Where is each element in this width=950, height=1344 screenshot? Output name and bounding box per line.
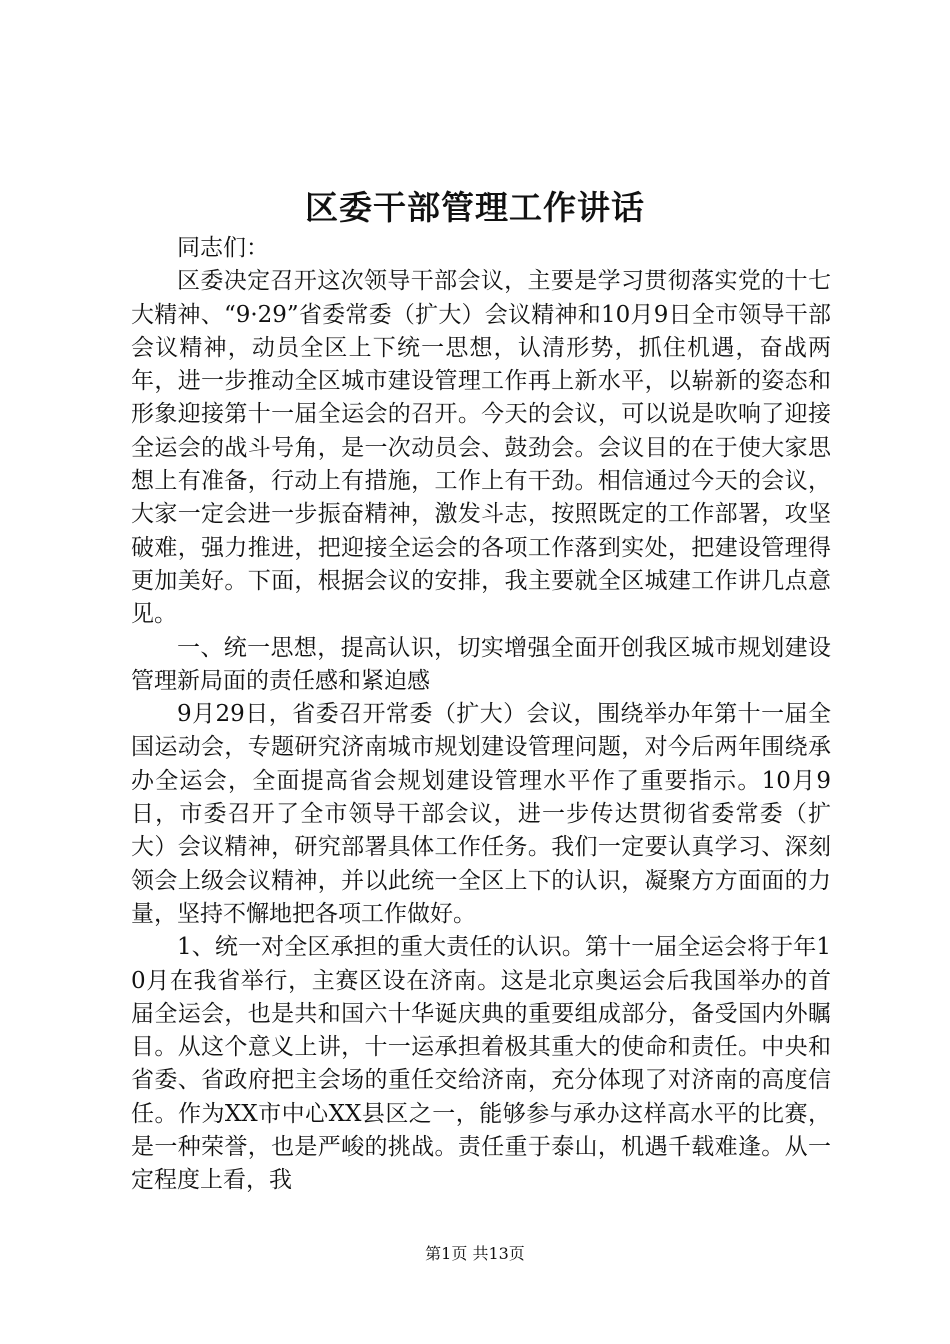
salutation-paragraph: 同志们：: [177, 235, 269, 261]
page-number-footer: 第1页 共13页: [425, 1244, 525, 1263]
body-paragraph: 1、统一对全区承担的重大责任的认识。第十一届全运会将于年10月在我省举行，主赛区设在济南。这是北京奥运会后我国举办的首届全运会，也是共和国六十华诞庆典的重要组成部分，备受国内外瞩目。从这个意义上讲，十一运承担着极其重大的使命和责任。中央和省委、省政府把主会场的重任交给济南，充分体现了对济南的高度信任。作为XX市中心XX县区之一，能够参与承办这样高水平的比赛，是一种荣誉，也是严峻的挑战。责任重于泰山，机遇千载难逢。从一定程度上看，我: [131, 934, 831, 1194]
section-heading-1: 一、统一思想，提高认识，切实增强全面开创我区城市规划建设管理新局面的责任感和紧迫感: [131, 634, 831, 694]
document-body: [131, 232, 831, 1198]
document-title: 区委干部管理工作讲话: [305, 188, 645, 227]
body-paragraph: 9月29日，省委召开常委（扩大）会议，围绕举办年第十一届全国运动会，专题研究济南城市规划建设管理问题，对今后两年围绕承办全运会，全面提高省会规划建设管理水平作了重要指示。10月9日，市委召开了全市领导干部会议，进一步传达贯彻省委常委（扩大）会议精神，研究部署具体工作任务。我们一定要认真学习、深刻领会上级会议精神，并以此统一全区上下的认识，凝聚方方面面的力量，坚持不懈地把各项工作做好。: [131, 701, 831, 927]
intro-paragraph: 区委决定召开这次领导干部会议，主要是学习贯彻落实党的十七大精神、“9·29”省委常委（扩大）会议精神和10月9日全市领导干部会议精神，动员全区上下统一思想，认清形势，抓住机遇，奋战两年，进一步推动全区城市建设管理工作再上新水平，以崭新的姿态和形象迎接第十一届全运会的召开。今天的会议，可以说是吹响了迎接全运会的战斗号角，是一次动员会、鼓劲会。会议目的在于使大家思想上有准备，行动上有措施，工作上有干劲。相信通过今天的会议，大家一定会进一步振奋精神，激发斗志，按照既定的工作部署，攻坚破难，强力推进，把迎接全运会的各项工作落到实处，把建设管理得更加美好。下面，根据会议的安排，我主要就全区城建工作讲几点意见。: [131, 268, 831, 628]
